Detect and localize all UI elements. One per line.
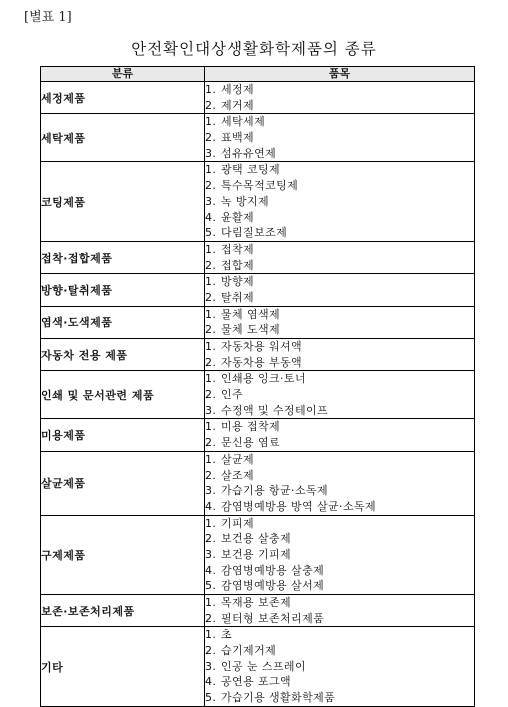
table-row <box>41 451 475 515</box>
item-label: 초 <box>221 628 233 642</box>
item-number: 4. <box>205 210 217 224</box>
list-item <box>205 162 474 178</box>
list-item <box>205 178 474 194</box>
item-number: 2. <box>205 323 217 337</box>
item-number: 2. <box>205 131 217 145</box>
item-number: 3. <box>205 484 217 498</box>
list-item <box>205 435 474 451</box>
item-number: 1. <box>205 516 217 530</box>
item-label: 세정제 <box>221 83 255 96</box>
item-label: 윤활제 <box>221 210 255 224</box>
list-item <box>205 194 474 210</box>
category-cell: 자동차 전용 제품 <box>41 339 205 371</box>
item-number: 2. <box>205 611 217 625</box>
item-label: 인쇄용 잉크·토너 <box>221 372 306 386</box>
item-number: 2. <box>205 290 217 304</box>
item-label: 다림질보조제 <box>221 226 288 240</box>
items-cell <box>205 241 475 273</box>
item-number: 2. <box>205 179 217 193</box>
item-number: 4. <box>205 675 217 689</box>
item-label: 보건용 살충제 <box>221 532 292 546</box>
list-item <box>205 322 474 338</box>
item-label: 보건용 기피제 <box>221 547 292 561</box>
category-cell: 세탁제품 <box>41 114 205 162</box>
item-label: 감염병예방용 살서제 <box>221 579 325 593</box>
list-item <box>205 595 474 611</box>
document-title: 안전확인대상생활화학제품의 종류 <box>131 40 377 58</box>
item-number: 3. <box>205 194 217 208</box>
item-number: 2. <box>205 644 217 658</box>
item-label: 자동차용 부동액 <box>221 355 303 369</box>
items-cell <box>205 274 475 306</box>
item-label: 살균제 <box>221 452 255 466</box>
category-cell: 염색·도색제품 <box>41 306 205 338</box>
item-label: 섬유유연제 <box>221 146 277 160</box>
item-number: 4. <box>205 499 217 513</box>
item-number: 2. <box>205 388 217 402</box>
list-item <box>205 242 474 258</box>
category-cell: 방향·탈취제품 <box>41 274 205 306</box>
items-cell <box>205 371 475 419</box>
items-cell <box>205 306 475 338</box>
item-number: 2. <box>205 258 217 272</box>
table-row <box>41 274 475 306</box>
table-row <box>41 114 475 162</box>
table-row <box>41 627 475 706</box>
item-label: 감염병예방용 살충제 <box>221 563 325 577</box>
table-row <box>41 515 475 594</box>
item-label: 특수목적코팅제 <box>221 179 299 193</box>
items-cell <box>205 451 475 515</box>
list-item <box>205 499 474 515</box>
item-label: 물체 도색제 <box>221 323 281 337</box>
list-item <box>205 578 474 594</box>
list-item <box>205 516 474 532</box>
item-label: 접착제 <box>221 242 255 256</box>
list-item <box>205 659 474 675</box>
item-number: 2. <box>205 468 217 482</box>
items-cell <box>205 515 475 594</box>
list-item <box>205 114 474 130</box>
items-cell <box>205 339 475 371</box>
item-number: 1. <box>205 83 217 96</box>
item-number: 1. <box>205 420 217 434</box>
list-item <box>205 339 474 355</box>
table-row <box>41 241 475 273</box>
list-item <box>205 371 474 387</box>
item-label: 표백제 <box>221 131 255 145</box>
item-label: 물체 염색제 <box>221 307 281 321</box>
item-number: 2. <box>205 355 217 369</box>
item-number: 4. <box>205 563 217 577</box>
item-label: 수정액 및 수정테이프 <box>221 403 329 417</box>
item-number: 3. <box>205 403 217 417</box>
table-row <box>41 339 475 371</box>
list-item <box>205 146 474 162</box>
items-cell <box>205 82 475 114</box>
item-label: 가습기용 항균·소독제 <box>221 484 329 498</box>
item-number: 1. <box>205 340 217 353</box>
items-cell <box>205 162 475 241</box>
items-cell <box>205 627 475 706</box>
list-item <box>205 387 474 403</box>
table-row <box>41 82 475 114</box>
category-cell: 살균제품 <box>41 451 205 515</box>
list-item <box>205 225 474 241</box>
category-cell: 구제제품 <box>41 515 205 594</box>
list-item <box>205 307 474 323</box>
item-number: 3. <box>205 146 217 160</box>
item-label: 살조제 <box>221 468 255 482</box>
item-label: 인공 눈 스프레이 <box>221 659 306 673</box>
list-item <box>205 210 474 226</box>
item-label: 가습기용 생활화학제품 <box>221 691 336 705</box>
item-number: 5. <box>205 579 217 593</box>
annex-label: [별표 1] <box>24 10 72 25</box>
item-label: 미용 접착제 <box>221 420 281 434</box>
table-row <box>41 162 475 241</box>
item-number: 1. <box>205 372 217 386</box>
list-item <box>205 643 474 659</box>
list-item <box>205 290 474 306</box>
list-item <box>205 98 474 114</box>
product-types-table <box>40 66 475 707</box>
item-number: 1. <box>205 628 217 642</box>
category-cell: 기타 <box>41 627 205 706</box>
item-label: 제거제 <box>221 98 255 112</box>
item-label: 광택 코팅제 <box>221 163 281 177</box>
item-label: 습기제거제 <box>221 644 277 658</box>
items-cell <box>205 114 475 162</box>
item-number: 1. <box>205 242 217 256</box>
item-number: 5. <box>205 226 217 240</box>
item-label: 세탁세제 <box>221 115 266 129</box>
category-cell: 보존·보존처리제품 <box>41 595 205 627</box>
list-item <box>205 674 474 690</box>
item-label: 목재용 보존제 <box>221 596 292 609</box>
item-number: 1. <box>205 115 217 129</box>
list-item <box>205 130 474 146</box>
table-header-row <box>41 67 475 82</box>
item-number: 1. <box>205 275 217 289</box>
item-label: 탈취제 <box>221 290 255 304</box>
table-body <box>41 82 475 707</box>
item-number: 2. <box>205 532 217 546</box>
header-items: 품목 <box>205 67 475 82</box>
header-category: 분류 <box>41 67 205 82</box>
item-label: 접합제 <box>221 258 255 272</box>
category-cell: 세정제품 <box>41 82 205 114</box>
item-number: 5. <box>205 691 217 705</box>
item-number: 1. <box>205 307 217 321</box>
category-cell: 접착·접합제품 <box>41 241 205 273</box>
list-item <box>205 627 474 643</box>
list-item <box>205 258 474 274</box>
item-label: 자동차용 워셔액 <box>221 340 303 353</box>
table-row <box>41 306 475 338</box>
items-cell <box>205 595 475 627</box>
list-item <box>205 690 474 706</box>
list-item <box>205 355 474 371</box>
list-item <box>205 468 474 484</box>
item-label: 감염병예방용 방역 살균·소독제 <box>221 499 377 513</box>
table-row <box>41 371 475 419</box>
item-label: 기피제 <box>221 516 255 530</box>
list-item <box>205 563 474 579</box>
item-number: 1. <box>205 452 217 466</box>
category-cell: 코팅제품 <box>41 162 205 241</box>
item-number: 2. <box>205 98 217 112</box>
item-label: 방향제 <box>221 275 255 289</box>
table-row <box>41 419 475 451</box>
list-item <box>205 547 474 563</box>
category-cell: 미용제품 <box>41 419 205 451</box>
list-item <box>205 452 474 468</box>
list-item <box>205 274 474 290</box>
item-label: 문신용 염료 <box>221 436 281 450</box>
list-item <box>205 611 474 627</box>
items-cell <box>205 419 475 451</box>
item-number: 2. <box>205 436 217 450</box>
item-label: 인주 <box>221 388 244 402</box>
table-row <box>41 595 475 627</box>
list-item <box>205 403 474 419</box>
item-label: 공연용 포그액 <box>221 675 292 689</box>
list-item <box>205 483 474 499</box>
item-number: 3. <box>205 659 217 673</box>
item-label: 필터형 보존처리제품 <box>221 611 325 625</box>
list-item <box>205 531 474 547</box>
item-number: 1. <box>205 596 217 609</box>
item-number: 1. <box>205 163 217 177</box>
list-item <box>205 419 474 435</box>
item-label: 녹 방지제 <box>221 194 270 208</box>
category-cell: 인쇄 및 문서관련 제품 <box>41 371 205 419</box>
list-item <box>205 82 474 98</box>
item-number: 3. <box>205 547 217 561</box>
